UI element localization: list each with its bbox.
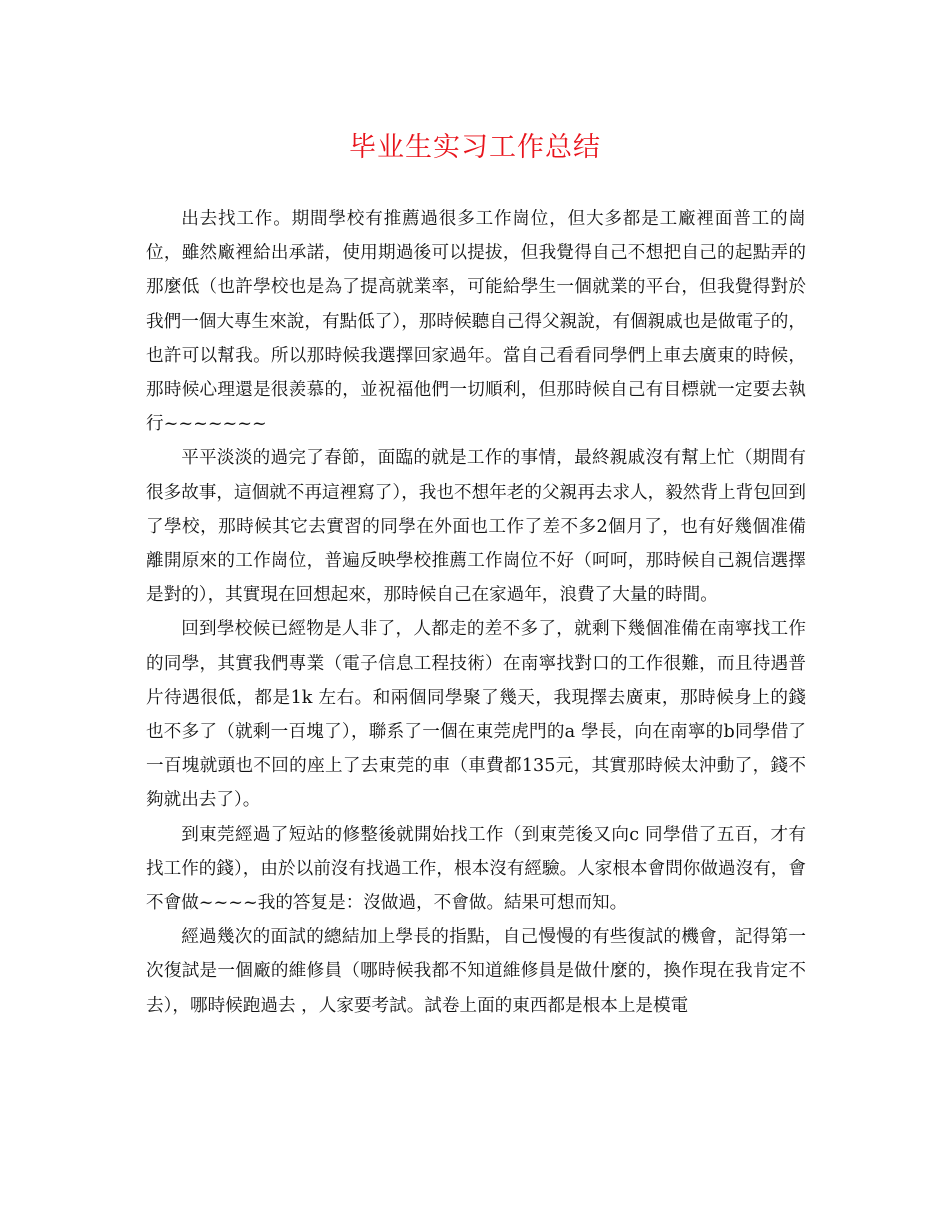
paragraph-5: 經過幾次的面試的總結加上學長的指點，自己慢慢的有些復試的機會，記得第一次復試是一個廠的維修員（哪時候我都不知道維修員是做什麼的，換作現在我肯定不去），哪時候跑過去 ，人家要考試。試卷上面的東西都是根本上是模電 bbox=[146, 927, 806, 1016]
paragraph-1: 出去找工作。期間學校有推薦過很多工作崗位，但大多都是工廠裡面普工的崗位，雖然廠裡給出承諾，使用期過後可以提拔，但我覺得自己不想把自己的起點弄的那麼低（也許學校也是為了提高就業率，可能給學生一個就業的平台，但我覺得對於我們一個大專生來說，有點低了），那時候聽自己得父親說，有個親戚也是做電子的，也許可以幫我。所以那時候我選擇回家過年。當自己看看同學們上車去廣東的時候，那時候心理還是很羨慕的，並祝福他們一切順利，但那時候自己有目標就一定要去執行~~~~~~~ bbox=[146, 209, 806, 435]
paragraph-3: 回到學校候已經物是人非了，人都走的差不多了，就剩下幾個准備在南寧找工作的同學，其實我們專業（電子信息工程技術）在南寧找對口的工作很難，而且待遇普片待遇很低，都是1k 左右。和兩個同學聚了幾天，我現擇去廣東，那時候身上的錢也不多了（就剩一百塊了），聯系了一個在東莞虎門的a 學長，向在南寧的b同學借了一百塊就頭也不回的座上了去東莞的車（車費都135元，其實那時候太沖動了，錢不夠就出去了）。 bbox=[146, 619, 806, 811]
paragraph-4: 到東莞經過了短站的修整後就開始找工作（到東莞後又向c 同學借了五百，才有找工作的錢），由於以前沒有找過工作，根本沒有經驗。人家根本會問你做過沒有，會不會做~~~~我的答复是：沒做過，不會做。結果可想而知。 bbox=[146, 824, 806, 914]
paragraph-2: 平平淡淡的過完了春節，面臨的就是工作的事情，最終親戚沒有幫上忙（期間有很多故事，這個就不再這裡寫了），我也不想年老的父親再去求人，毅然背上背包回到了學校，那時候其它去實習的同學在外面也工作了差不多2個月了，也有好幾個准備離開原來的工作崗位，普遍反映學校推薦工作崗位不好（呵呵，那時候自己親信選擇是對的），其實現在回想起來，那時候自己在家過年，浪費了大量的時間。 bbox=[146, 448, 806, 606]
document-body bbox=[146, 202, 806, 1023]
page-title: 毕业生实习工作总结 bbox=[349, 132, 601, 163]
